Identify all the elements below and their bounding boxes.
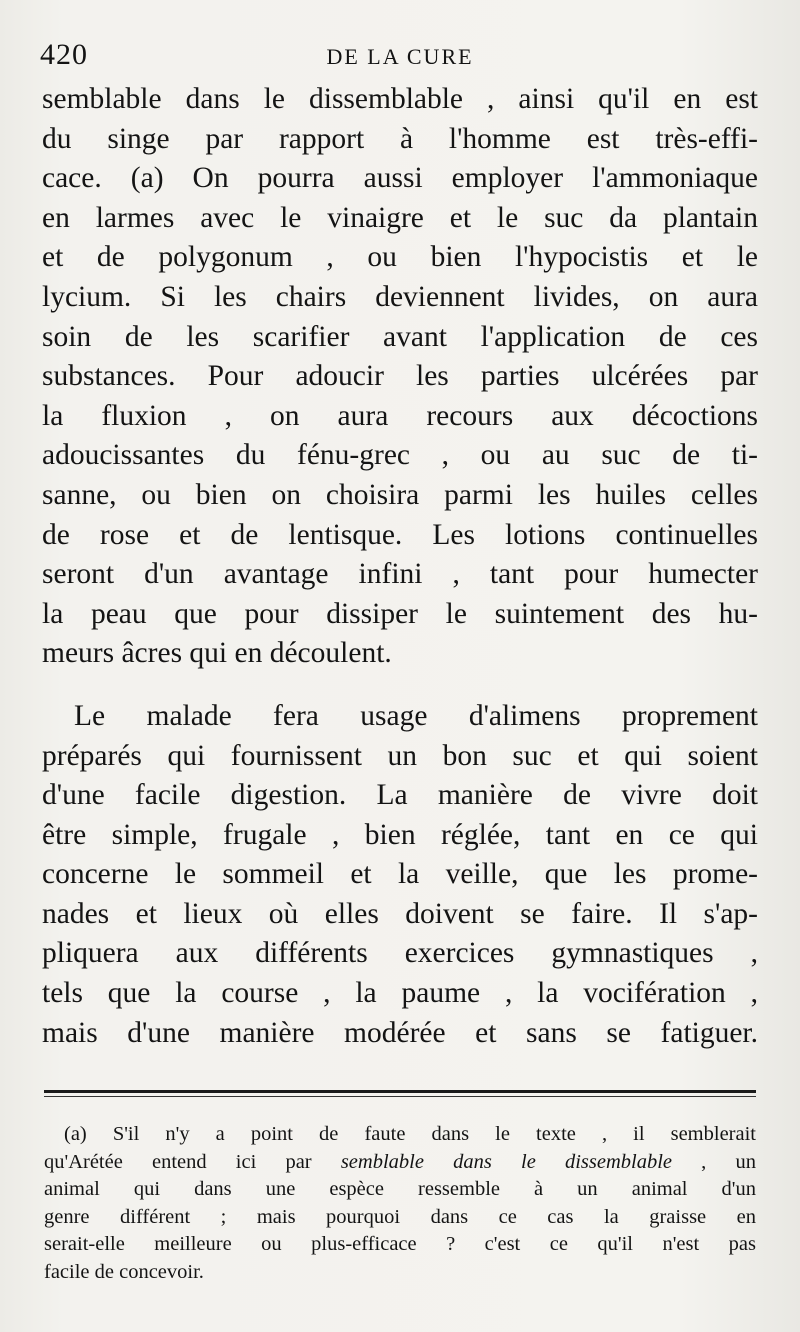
- text-line: concerne le sommeil et la veille, que les prome-: [42, 858, 758, 891]
- text-line: tels que la course , la paume , la vocifération ,: [42, 977, 758, 1010]
- main-text: [42, 80, 758, 1053]
- footnote-line: facile de concevoir.: [44, 1260, 204, 1283]
- footnote-line: [44, 1149, 756, 1177]
- text-line: la fluxion , on aura recours aux décoctions: [42, 399, 758, 432]
- text-line: sanne, ou bien on choisira parmi les huiles celles: [42, 478, 758, 511]
- paragraph-2: [42, 697, 758, 1053]
- text-line: la peau que pour dissiper le suintement des hu-: [42, 597, 758, 630]
- text-line: soin de les scarifier avant l'application de ces: [42, 320, 758, 353]
- text-line: lycium. Si les chairs deviennent livides, on aura: [42, 280, 758, 313]
- text-line: du singe par rapport à l'homme est très-effi-: [42, 122, 758, 155]
- page-header: [40, 36, 760, 76]
- text-line: nades et lieux où elles doivent se faire. Il s'ap-: [42, 897, 758, 930]
- footnote-text: qu'Arétée entend ici par: [44, 1150, 341, 1173]
- text-line: seront d'un avantage infini , tant pour humecter: [42, 558, 758, 591]
- text-line: cace. (a) On pourra aussi employer l'ammoniaque: [42, 162, 758, 195]
- page-number: 420: [40, 38, 88, 71]
- text-line: de rose et de lentisque. Les lotions continuelles: [42, 518, 758, 551]
- footnote: [44, 1121, 756, 1287]
- footnote-line: (a) S'il n'y a point de faute dans le texte , il semblerait: [64, 1123, 756, 1145]
- footnote-line: genre différent ; mais pourquoi dans ce cas la graisse en: [44, 1205, 756, 1228]
- footnote-text: , un: [672, 1150, 756, 1173]
- footnote-quote: semblable dans le dissemblable: [340, 1150, 673, 1173]
- text-line: Le malade fera usage d'alimens proprement: [74, 699, 758, 732]
- footnote-rule-thick: [44, 1090, 756, 1093]
- text-line: préparés qui fournissent un bon suc et qui soient: [42, 739, 758, 772]
- running-title: DE LA CURE: [326, 44, 474, 69]
- text-line: semblable dans le dissemblable , ainsi qu'il en est: [42, 83, 758, 115]
- text-line: pliquera aux différents exercices gymnastiques ,: [42, 937, 758, 970]
- text-line: meurs âcres qui en découlent.: [42, 637, 392, 670]
- text-line: mais d'une manière modérée et sans se fatiguer.: [42, 1016, 758, 1049]
- footnote-line: serait-elle meilleure ou plus-efficace ? c'est ce qu'il n'est pas: [44, 1233, 756, 1256]
- text-line: et de polygonum , ou bien l'hypocistis et le: [42, 241, 758, 274]
- footnote-rule-thin: [44, 1096, 756, 1097]
- footnote-line: animal qui dans une espèce ressemble à un animal d'un: [44, 1178, 756, 1201]
- text-line: d'une facile digestion. La manière de vivre doit: [42, 779, 758, 812]
- text-line: en larmes avec le vinaigre et le suc da plantain: [42, 201, 758, 234]
- text-line: adoucissantes du fénu-grec , ou au suc de ti-: [42, 439, 758, 472]
- text-line: être simple, frugale , bien réglée, tant en ce qui: [42, 818, 758, 851]
- text-line: substances. Pour adoucir les parties ulcérées par: [42, 360, 758, 393]
- paragraph-1: [42, 80, 758, 674]
